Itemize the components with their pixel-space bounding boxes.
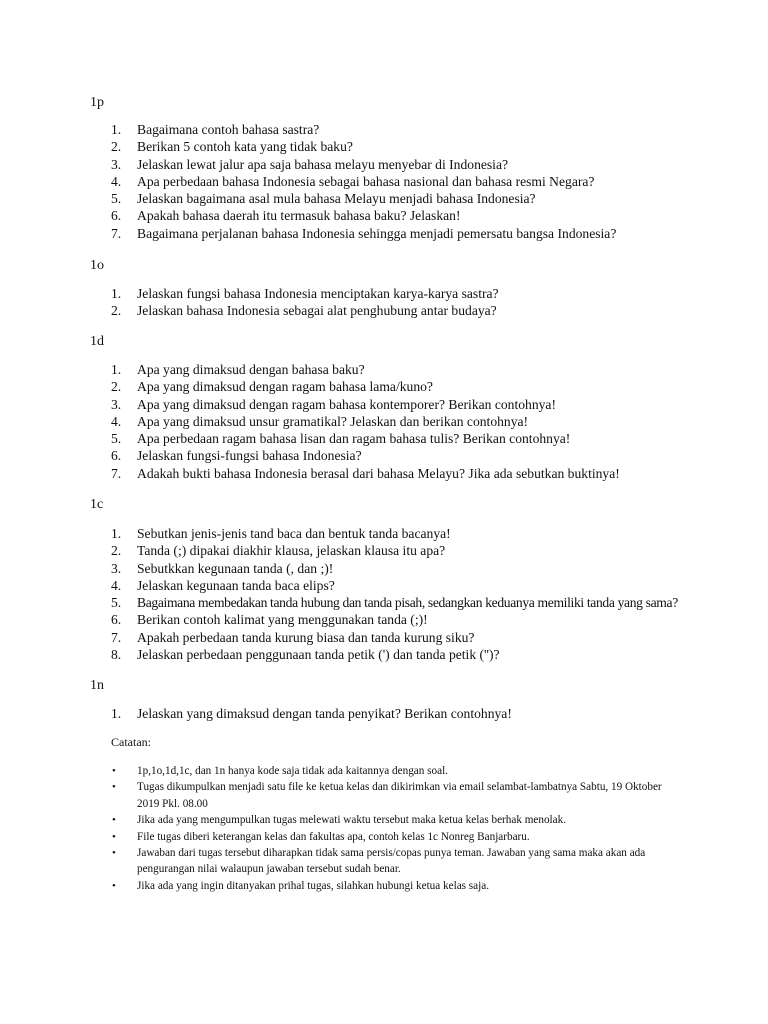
question-number: 1.	[111, 706, 122, 721]
question-item	[0, 378, 700, 395]
question-text: Jelaskan lewat jalur apa saja bahasa melayu menyebar di Indonesia?	[137, 156, 509, 172]
question-item	[0, 302, 700, 319]
question-list-1o	[0, 285, 700, 320]
question-number: 3.	[111, 396, 122, 412]
question-number: 1.	[111, 286, 122, 301]
question-number: 7.	[111, 629, 122, 645]
question-item	[0, 173, 700, 190]
notes-label: Catatan:	[111, 735, 151, 749]
question-text: Bagaimana membedakan tanda hubung dan tanda pisah, sedangkan keduanya memiliki tanda yang sama?	[137, 595, 678, 611]
question-text: Apa perbedaan bahasa Indonesia sebagai bahasa nasional dan bahasa resmi Negara?	[137, 173, 595, 189]
question-item	[0, 156, 700, 173]
question-number: 1.	[111, 526, 122, 541]
question-item	[0, 705, 700, 722]
question-number: 2.	[111, 303, 122, 319]
notes-list	[0, 763, 700, 894]
bullet-icon: •	[112, 847, 116, 860]
question-text: Apakah bahasa daerah itu termasuk bahasa baku? Jelaskan!	[137, 208, 461, 224]
question-list-1p	[0, 121, 700, 242]
question-text: Jelaskan kegunaan tanda baca elips?	[137, 577, 335, 593]
question-number: 4.	[111, 577, 122, 593]
note-item	[0, 812, 700, 828]
question-number: 2.	[111, 379, 122, 395]
note-item	[0, 763, 700, 779]
question-number: 3.	[111, 156, 122, 172]
note-text: Jika ada yang ingin ditanyakan prihal tugas, silahkan hubungi ketua kelas saja.	[137, 879, 490, 892]
bullet-icon: •	[112, 879, 116, 892]
question-text: Apa yang dimaksud dengan bahasa baku?	[137, 362, 365, 377]
note-item	[0, 845, 700, 878]
question-list-1n	[0, 705, 700, 722]
question-text: Tanda (;) dipakai diakhir klausa, jelaskan klausa itu apa?	[137, 543, 446, 559]
question-number: 2.	[111, 543, 122, 559]
question-item	[0, 542, 700, 559]
question-text: Apa yang dimaksud unsur gramatikal? Jelaskan dan berikan contohnya!	[137, 413, 529, 429]
note-item	[0, 779, 700, 812]
question-text: Berikan 5 contoh kata yang tidak baku?	[137, 139, 353, 155]
question-text: Jelaskan bahasa Indonesia sebagai alat penghubung antar budaya?	[137, 303, 497, 319]
note-text: File tugas diberi keterangan kelas dan fakultas apa, contoh kelas 1c Nonreg Banjarbaru.	[137, 830, 530, 843]
question-number: 7.	[111, 465, 122, 481]
question-item	[0, 413, 700, 430]
question-item	[0, 629, 700, 646]
question-number: 6.	[111, 448, 122, 464]
question-list-1c	[0, 525, 700, 663]
question-item	[0, 225, 700, 242]
question-number: 4.	[111, 413, 122, 429]
question-text: Sebutkkan kegunaan tanda (, dan ;)!	[137, 560, 334, 576]
question-item	[0, 594, 700, 611]
question-item	[0, 285, 700, 302]
section-label-1n: 1n	[90, 678, 104, 693]
question-item	[0, 525, 700, 542]
question-item	[0, 138, 700, 155]
question-item	[0, 190, 700, 207]
question-item	[0, 396, 700, 413]
question-text: Jelaskan yang dimaksud dengan tanda penyikat? Berikan contohnya!	[137, 706, 512, 721]
note-text: Jawaban dari tugas tersebut diharapkan tidak sama persis/copas punya teman. Jawaban yang sama maka akan ada pengurangan nilai walaupun jawaban tersebut sudah benar.	[137, 847, 646, 876]
bullet-icon: •	[112, 765, 116, 777]
note-text: Jika ada yang mengumpulkan tugas melewati waktu tersebut maka ketua kelas berhak menolak.	[137, 814, 567, 827]
question-item	[0, 646, 700, 663]
note-item	[0, 829, 700, 845]
question-text: Apa perbedaan ragam bahasa lisan dan ragam bahasa tulis? Berikan contohnya!	[137, 431, 571, 447]
question-item	[0, 207, 700, 224]
bullet-icon: •	[112, 781, 116, 794]
question-item	[0, 121, 700, 138]
question-number: 3.	[111, 560, 122, 576]
question-number: 6.	[111, 208, 122, 224]
bullet-icon: •	[112, 830, 116, 843]
question-list-1d	[0, 361, 700, 482]
question-item	[0, 361, 700, 378]
section-label-1p: 1p	[90, 95, 104, 110]
question-number: 2.	[111, 139, 122, 155]
question-number: 8.	[111, 647, 122, 663]
question-item	[0, 577, 700, 594]
question-number: 5.	[111, 191, 122, 207]
question-number: 4.	[111, 173, 122, 189]
bullet-icon: •	[112, 814, 116, 827]
question-number: 1.	[111, 362, 122, 377]
section-label-1o: 1o	[90, 258, 104, 273]
question-text: Apa yang dimaksud dengan ragam bahasa kontemporer? Berikan contohnya!	[137, 396, 556, 412]
section-label-1d: 1d	[90, 334, 104, 349]
question-text: Jelaskan fungsi bahasa Indonesia menciptakan karya-karya sastra?	[137, 286, 499, 301]
question-text: Berikan contoh kalimat yang menggunakan tanda (;)!	[137, 612, 428, 628]
question-item	[0, 611, 700, 628]
question-text: Jelaskan fungsi-fungsi bahasa Indonesia?	[137, 448, 362, 464]
question-number: 7.	[111, 225, 122, 241]
question-item	[0, 430, 700, 447]
question-number: 5.	[111, 431, 122, 447]
question-number: 6.	[111, 612, 122, 628]
question-item	[0, 560, 700, 577]
question-text: Bagaimana perjalanan bahasa Indonesia sehingga menjadi pemersatu bangsa Indonesia?	[137, 225, 617, 241]
question-text: Adakah bukti bahasa Indonesia berasal dari bahasa Melayu? Jika ada sebutkan buktinya!	[137, 465, 620, 481]
note-text: Tugas dikumpulkan menjadi satu file ke ketua kelas dan dikirimkan via email selambat-lambatnya Sabtu, 19 Oktober 2019 Pkl. 08.00	[137, 781, 662, 810]
note-text: 1p,1o,1d,1c, dan 1n hanya kode saja tidak ada kaitannya dengan soal.	[137, 765, 448, 777]
question-item	[0, 447, 700, 464]
question-text: Bagaimana contoh bahasa sastra?	[137, 122, 320, 137]
note-item	[0, 878, 700, 894]
question-number: 1.	[111, 122, 122, 137]
question-number: 5.	[111, 595, 122, 611]
question-text: Apa yang dimaksud dengan ragam bahasa lama/kuno?	[137, 379, 433, 395]
section-label-1c: 1c	[90, 497, 104, 512]
question-item	[0, 465, 700, 482]
question-text: Sebutkan jenis-jenis tand baca dan bentuk tanda bacanya!	[137, 526, 451, 541]
question-text: Jelaskan bagaimana asal mula bahasa Melayu menjadi bahasa Indonesia?	[137, 191, 536, 207]
question-text: Apakah perbedaan tanda kurung biasa dan tanda kurung siku?	[137, 629, 475, 645]
question-text: Jelaskan perbedaan penggunaan tanda petik (') dan tanda petik ('')?	[137, 647, 500, 663]
